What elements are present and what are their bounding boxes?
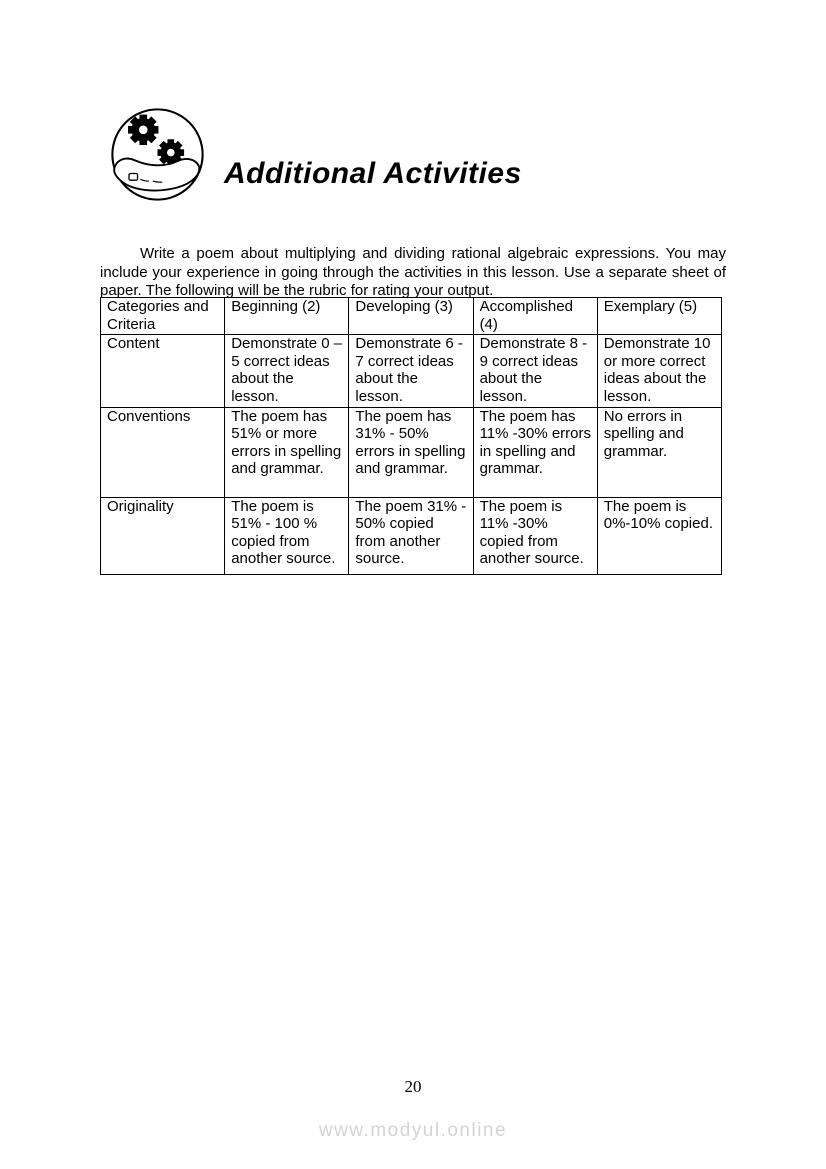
rubric-cell: The poem 31% - 50% copied from another source. [349,497,473,574]
hand-holding-gears-icon [110,106,205,203]
watermark: www.modyul.online [318,1120,508,1141]
table-row [101,497,722,574]
rubric-cell: The poem is 51% - 100 % copied from another source. [225,497,349,574]
rubric-cell: The poem has 31% - 50% errors in spelling and grammar. [349,407,473,497]
rubric-header-row [101,298,722,335]
rubric-cell: The poem is 0%-10% copied. [597,497,721,574]
intro-paragraph: Write a poem about multiplying and dividing rational algebraic expressions. You may include your experience in going through the activities in this lesson. Use a separate sheet of paper. The following will be the rubric for rating your output. [100,245,726,300]
rubric-cell: Demonstrate 10 or more correct ideas about the lesson. [597,335,721,407]
page-title: Additional Activities [224,157,522,191]
table-row [101,335,722,407]
criteria-cell: Content [101,335,225,407]
rubric-header-categories: Categories and Criteria [101,298,225,335]
rubric-cell: Demonstrate 0 – 5 correct ideas about the lesson. [225,335,349,407]
rubric-header-exemplary: Exemplary (5) [597,298,721,335]
rubric-cell: The poem is 11% -30% copied from another source. [473,497,597,574]
rubric-cell: Demonstrate 6 - 7 correct ideas about the lesson. [349,335,473,407]
rubric-header-accomplished: Accomplished (4) [473,298,597,335]
rubric-header-developing: Developing (3) [349,298,473,335]
rubric-cell: The poem has 51% or more errors in spelling and grammar. [225,407,349,497]
table-row [101,407,722,497]
rubric-table [100,297,722,575]
rubric-header-beginning: Beginning (2) [225,298,349,335]
page-number: 20 [404,1077,422,1096]
criteria-cell: Conventions [101,407,225,497]
rubric-cell: No errors in spelling and grammar. [597,407,721,497]
rubric-cell: The poem has 11% -30% errors in spelling and grammar. [473,407,597,497]
criteria-cell: Originality [101,497,225,574]
rubric-cell: Demonstrate 8 - 9 correct ideas about the lesson. [473,335,597,407]
